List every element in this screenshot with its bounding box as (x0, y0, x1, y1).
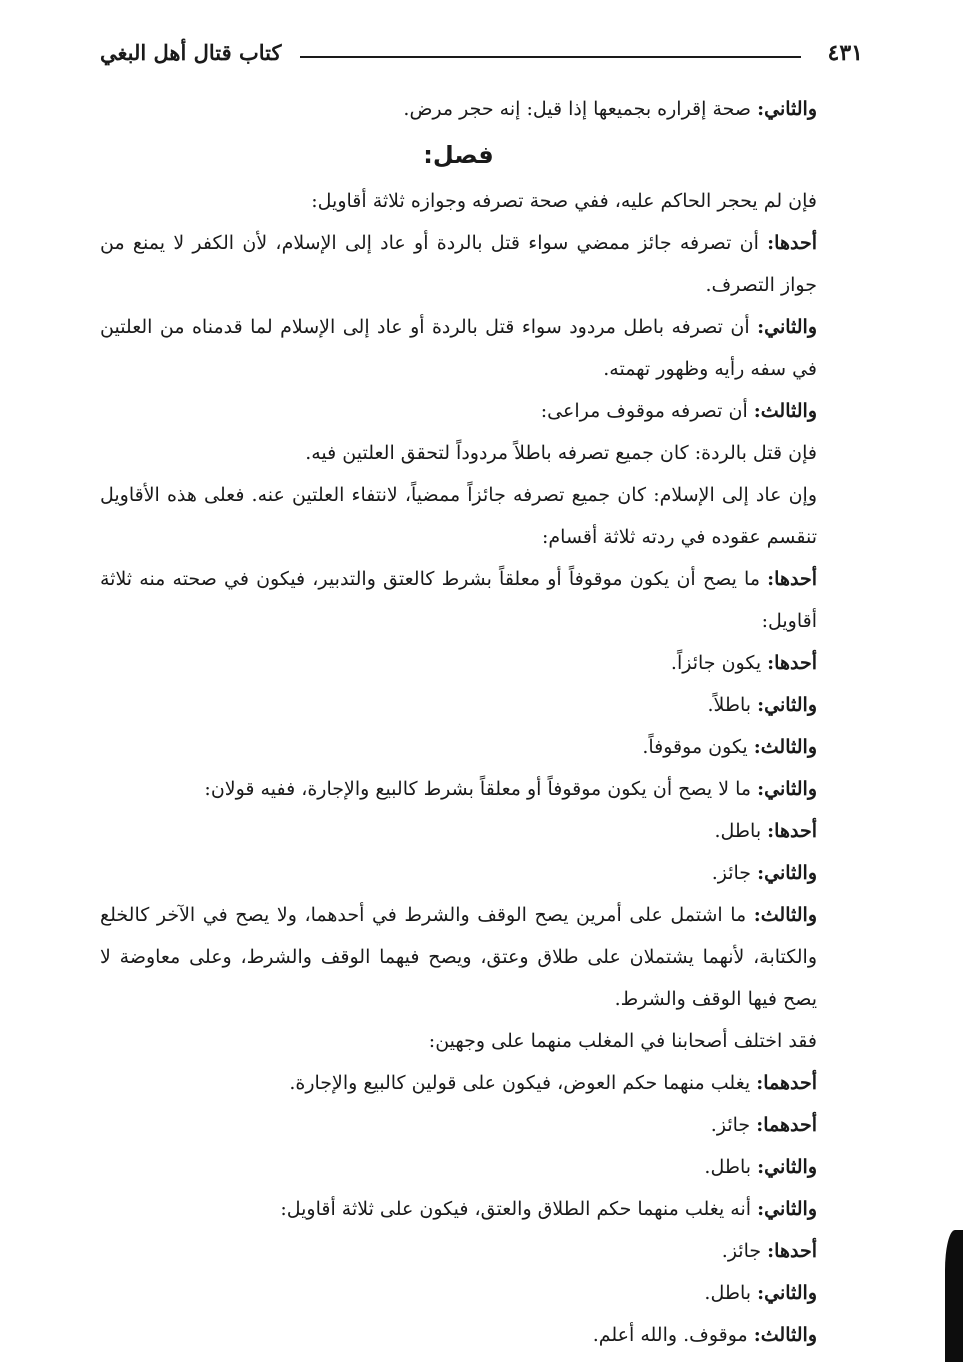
paragraph (100, 1020, 817, 1062)
paragraph-text: يكون جائزاً. (670, 652, 768, 674)
paragraph-text: أن تصرفه جائز ممضي سواء قتل بالردة أو عاد إلى الإسلام، لأن الكفر لا يمنع من جواز التصرف. (100, 232, 817, 296)
paragraph (100, 306, 817, 390)
paragraph-lead: والثاني: (757, 778, 817, 800)
paragraph-text: باطل. (704, 1282, 758, 1304)
paragraph-text: باطل. (704, 1156, 758, 1178)
paragraph-lead: والثالث: (753, 904, 817, 926)
paragraph-text: باطل. (714, 820, 768, 842)
paragraph-lead: والثاني: (757, 694, 817, 716)
paragraph (100, 768, 817, 810)
scan-edge-shadow (945, 1230, 963, 1362)
paragraph (100, 390, 817, 432)
paragraph-lead: والثاني: (757, 98, 817, 120)
paragraph (100, 88, 817, 130)
paragraph-text: ما لا يصح أن يكون موقوفاً أو معلقاً بشرط كالبيع والإجارة، ففيه قولان: (204, 778, 758, 800)
paragraph-text: جائز. (721, 1240, 768, 1262)
paragraph (100, 1314, 817, 1356)
paragraph-text: فقد اختلف أصحابنا في المغلب منهما على وجهين: (428, 1030, 817, 1052)
paragraph (100, 726, 817, 768)
paragraph-lead: والثالث: (753, 400, 817, 422)
paragraph-text: فإن لم يحجر الحاكم عليه، ففي صحة تصرفه وجوازه ثلاثة أقاويل: (311, 190, 817, 212)
paragraph (100, 474, 817, 558)
paragraph-lead: والثاني: (757, 862, 817, 884)
paragraph-lead: أحدها: (767, 568, 817, 590)
paragraph-lead: أحدهما: (756, 1114, 817, 1136)
paragraph (100, 894, 817, 1020)
paragraph (100, 810, 817, 852)
paragraph-lead: أحدها: (767, 232, 817, 254)
paragraph-lead: أحدها: (767, 1240, 817, 1262)
paragraph-lead: والثاني: (757, 316, 817, 338)
paragraph-text: باطلاً. (707, 694, 758, 716)
paragraph-text: أن تصرفه موقوف مراعى: (540, 400, 754, 422)
paragraph-lead: والثاني: (757, 1282, 817, 1304)
paragraph-lead: والثالث: (753, 1324, 817, 1346)
paragraph (100, 1104, 817, 1146)
paragraph (100, 1146, 817, 1188)
paragraph (100, 642, 817, 684)
paragraph (100, 1188, 817, 1230)
paragraph (100, 432, 817, 474)
header-rule (300, 56, 801, 58)
paragraph-lead: والثاني: (757, 1156, 817, 1178)
paragraph (100, 1062, 817, 1104)
paragraph-lead: أحدها: (767, 820, 817, 842)
chapter-title: كتاب قتال أهل البغي (100, 40, 282, 65)
paragraph (100, 558, 817, 642)
paragraph (100, 852, 817, 894)
section-heading: فصل: (423, 141, 494, 169)
paragraph-lead: أحدها: (767, 652, 817, 674)
paragraph-text: جائز. (710, 1114, 757, 1136)
paragraph-lead: والثاني: (757, 1198, 817, 1220)
paragraph (100, 180, 817, 222)
paragraph-text: ما اشتمل على أمرين يصح الوقف والشرط في أحدهما، ولا يصح في الآخر كالخلع والكتابة، لأنهما يشتملان على طلاق وعتق، ويصح فيهما الوقف والشرط، وعلى معاوضة لا يصح فيها الوقف والشرط. (100, 904, 817, 1010)
paragraph (100, 222, 817, 306)
paragraph-text: فإن قتل بالردة: كان جميع تصرفه باطلاً مردوداً لتحقق العلتين فيه. (305, 442, 817, 464)
paragraph-text: وإن عاد إلى الإسلام: كان جميع تصرفه جائزاً ممضياً، لانتفاء العلتين عنه. فعلى هذه الأقاويل تنقسم عقوده في ردته ثلاثة أقسام: (100, 484, 817, 548)
paragraph (100, 1272, 817, 1314)
paragraph-text: جائز. (711, 862, 758, 884)
paragraph-text: موقوف. والله أعلم. (592, 1324, 754, 1346)
paragraph-text: ما يصح أن يكون موقوفاً أو معلقاً بشرط كالعتق والتدبير، فيكون في صحته منه ثلاثة أقاويل: (100, 568, 817, 632)
paragraph-text: يغلب منهما حكم العوض، فيكون على قولين كالبيع والإجارة. (289, 1072, 757, 1094)
paragraph-text: يكون موقوفاً. (642, 736, 754, 758)
paragraph-lead: والثالث: (753, 736, 817, 758)
page-number: ٤٣١ (827, 40, 863, 66)
paragraph-lead: أحدهما: (756, 1072, 817, 1094)
paragraph-text: صحة إقراره بجميعها إذا قيل: إنه حجر مرض. (403, 98, 758, 120)
running-header (100, 36, 863, 76)
page-body (100, 88, 817, 1356)
paragraph (100, 1230, 817, 1272)
paragraph (100, 684, 817, 726)
paragraph-text: أن تصرفه باطل مردود سواء قتل بالردة أو عاد إلى الإسلام لما قدمناه من العلتين في سفه رأيه وظهور تهمته. (100, 316, 817, 380)
paragraph-text: أنه يغلب منهما حكم الطلاق والعتق، فيكون على ثلاثة أقاويل: (280, 1198, 758, 1220)
